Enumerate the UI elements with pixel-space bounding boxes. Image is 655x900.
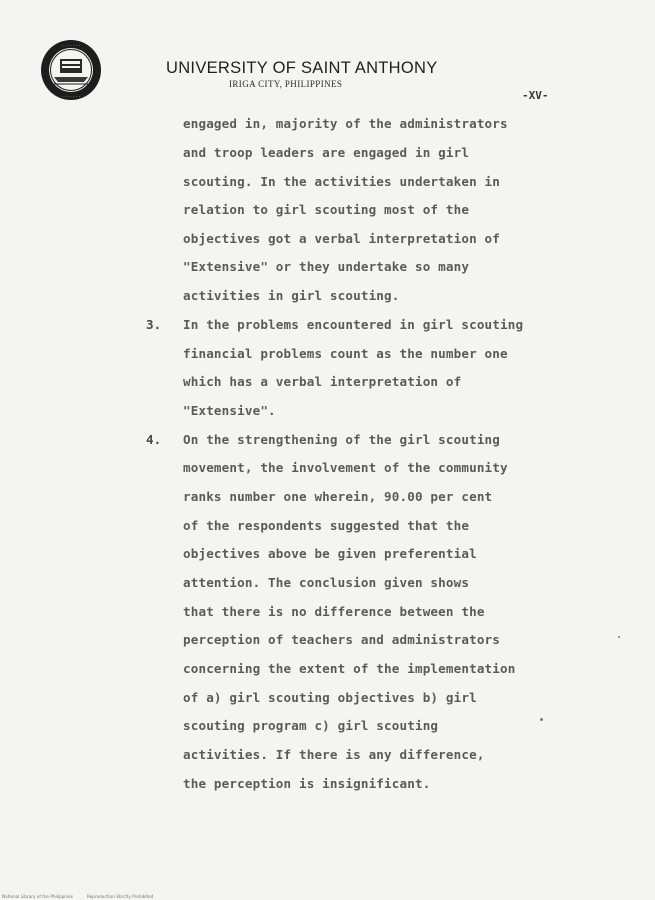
svg-text:· · · · · · ·: · · · · · · · [61,43,81,48]
text-line: financial problems count as the number one [183,346,508,361]
text-line: attention. The conclusion given shows [183,575,470,590]
text-line: of a) girl scouting objectives b) girl [183,690,477,705]
text-line: In the problems encountered in girl scouting [183,317,524,332]
text-line: scouting program c) girl scouting [183,718,439,733]
text-line: activities in girl scouting. [183,288,400,303]
text-line: objectives got a verbal interpretation of [183,231,501,246]
text-line: "Extensive" or they undertake so many [183,259,470,274]
text-line: "Extensive". [183,403,276,418]
text-line: movement, the involvement of the community [183,460,508,475]
text-line: which has a verbal interpretation of [183,374,462,389]
university-location: IRIGA CITY, PHILIPPINES [229,79,343,89]
svg-text:· · · · · · ·: · · · · · · · [61,94,81,99]
text-line: relation to girl scouting most of the [183,202,470,217]
text-line: that there is no difference between the [183,604,485,619]
item-number: 3. [146,317,162,332]
text-line: engaged in, majority of the administrators [183,116,508,131]
footer-notice: Reproduction Strictly Prohibited [87,894,154,899]
text-line: activities. If there is any difference, [183,747,485,762]
item-number: 4. [146,432,162,447]
text-line: scouting. In the activities undertaken in [183,174,501,189]
text-line: the perception is insignificant. [183,776,431,791]
text-line: concerning the extent of the implementation [183,661,516,676]
text-line: perception of teachers and administrators [183,632,501,647]
text-line: and troop leaders are engaged in girl [183,145,470,160]
text-line: objectives above be given preferential [183,546,477,561]
text-line: of the respondents suggested that the [183,518,470,533]
footer-credit: National Library of the Philippines [2,894,73,899]
university-name: UNIVERSITY OF SAINT ANTHONY [166,59,438,77]
paper-speck [618,636,620,638]
paper-speck [540,718,543,721]
page-number: -XV- [522,89,549,102]
text-line: On the strengthening of the girl scouting [183,432,501,447]
university-seal-logo [40,39,102,101]
text-line: ranks number one wherein, 90.00 per cent [183,489,493,504]
